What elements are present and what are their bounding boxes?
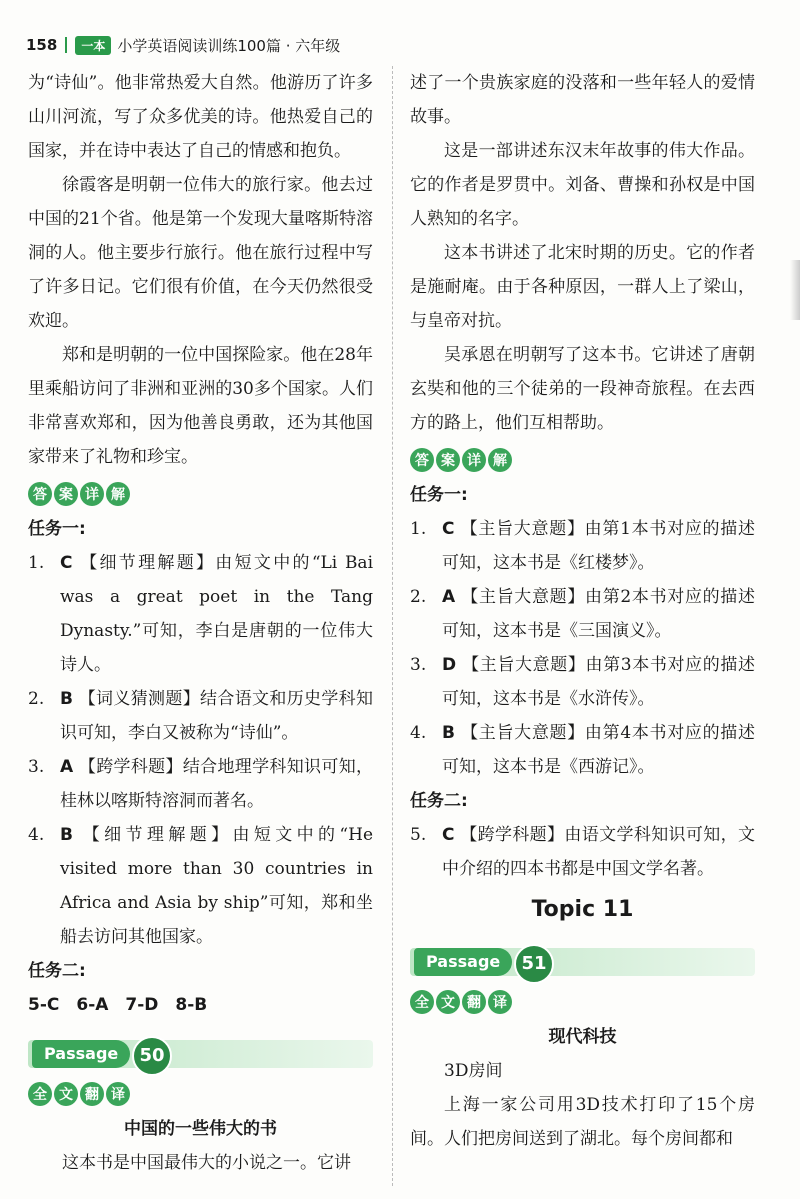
task-heading: 任务一:	[28, 519, 86, 539]
label-char: 答	[28, 482, 52, 506]
answer-text: 【细节理解题】由短文中的“He visited more than 30 countries in Africa and Asia by ship”可知，郑和坐船去访问其他国家。	[60, 825, 374, 947]
answer-number: 2.	[28, 689, 45, 709]
answer-detail-label	[410, 448, 755, 472]
task2-answers: 5-C 6-A 7-D 8-B	[28, 995, 208, 1015]
answer-text: 【词义猜测题】结合语文和历史学科知识可知，李白又被称为“诗仙”。	[60, 689, 374, 743]
page-edge-shadow	[790, 260, 800, 320]
label-char: 文	[436, 990, 460, 1014]
passage-label: Passage	[414, 948, 512, 976]
paragraph: 这本书讲述了北宋时期的历史。它的作者是施耐庵。由于各种原因，一群人上了梁山，与皇帝对抗。	[410, 243, 755, 331]
answer-text: 【主旨大意题】由第1本书对应的描述可知，这本书是《红楼梦》。	[442, 519, 755, 573]
answer-text: 【主旨大意题】由第2本书对应的描述可知，这本书是《三国演义》。	[442, 587, 755, 641]
label-char: 解	[106, 482, 130, 506]
translation-label	[410, 990, 755, 1014]
task-heading: 任务二:	[28, 961, 86, 981]
label-char: 译	[106, 1082, 130, 1106]
answer-key: C	[442, 825, 455, 845]
answer-item	[410, 648, 755, 716]
answer-key: B	[442, 723, 455, 743]
passage-label: Passage	[32, 1040, 130, 1068]
answer-item	[28, 546, 373, 682]
answer-number: 3.	[410, 655, 427, 675]
header-divider	[65, 37, 67, 53]
task-heading: 任务二:	[410, 791, 468, 811]
translation-title: 现代科技	[548, 1027, 617, 1047]
answer-item	[410, 716, 755, 784]
answer-number: 1.	[410, 519, 427, 539]
answer-key: C	[442, 519, 455, 539]
label-char: 答	[410, 448, 434, 472]
topic-heading: Topic 11	[531, 897, 634, 922]
answer-text: 【跨学科题】结合地理学科知识可知，桂林以喀斯特溶洞而著名。	[60, 757, 374, 811]
label-char: 翻	[80, 1082, 104, 1106]
brand-logo: 一本	[75, 36, 111, 55]
answer-key: C	[60, 553, 73, 573]
label-char: 案	[54, 482, 78, 506]
page-number: 158	[26, 36, 58, 54]
paragraph: 这本书是中国最伟大的小说之一。它讲	[62, 1153, 351, 1173]
passage-banner	[410, 944, 755, 980]
answer-number: 3.	[28, 757, 45, 777]
answer-text: 【主旨大意题】由第4本书对应的描述可知，这本书是《西游记》。	[442, 723, 755, 777]
answer-item	[28, 750, 373, 818]
passage-number: 51	[514, 944, 554, 984]
answer-item	[410, 512, 755, 580]
translation-label	[28, 1082, 373, 1106]
answer-item	[28, 818, 373, 954]
paragraph: 为“诗仙”。他非常热爱大自然。他游历了许多山川河流，写了众多优美的诗。他热爱自己的国家，并在诗中表达了自己的情感和抱负。	[28, 73, 373, 161]
translation-title: 中国的一些伟大的书	[124, 1119, 277, 1139]
answer-number: 4.	[410, 723, 427, 743]
answer-text: 【细节理解题】由短文中的“Li Bai was a great poet in the Tang Dynasty.”可知，李白是唐朝的一位伟大诗人。	[60, 553, 374, 675]
answer-key: B	[60, 825, 73, 845]
answer-number: 5.	[410, 825, 427, 845]
label-char: 详	[80, 482, 104, 506]
answer-key: A	[442, 587, 456, 607]
answer-item	[410, 818, 755, 886]
subheading: 3D房间	[444, 1061, 503, 1081]
paragraph: 这是一部讲述东汉末年故事的伟大作品。它的作者是罗贯中。刘备、曹操和孙权是中国人熟知的名字。	[410, 141, 755, 229]
answer-number: 1.	[28, 553, 45, 573]
answer-text: 【跨学科题】由语文学科知识可知，文中介绍的四本书都是中国文学名著。	[442, 825, 755, 879]
left-column	[28, 66, 373, 1180]
page-header	[26, 30, 340, 60]
label-char: 全	[410, 990, 434, 1014]
answer-item	[410, 580, 755, 648]
answer-key: A	[60, 757, 74, 777]
passage-banner	[28, 1036, 373, 1072]
paragraph: 述了一个贵族家庭的没落和一些年轻人的爱情故事。	[410, 73, 755, 127]
right-column	[410, 66, 755, 1156]
label-char: 全	[28, 1082, 52, 1106]
paragraph: 吴承恩在明朝写了这本书。它讲述了唐朝玄奘和他的三个徒弟的一段神奇旅程。在去西方的路上，他们互相帮助。	[410, 345, 755, 433]
passage-number: 50	[132, 1036, 172, 1076]
task-heading: 任务一:	[410, 485, 468, 505]
label-char: 翻	[462, 990, 486, 1014]
paragraph: 郑和是明朝的一位中国探险家。他在28年里乘船访问了非洲和亚洲的30多个国家。人们非常喜欢郑和，因为他善良勇敢，还为其他国家带来了礼物和珍宝。	[28, 345, 373, 467]
label-char: 详	[462, 448, 486, 472]
label-char: 解	[488, 448, 512, 472]
answer-number: 2.	[410, 587, 427, 607]
label-char: 案	[436, 448, 460, 472]
label-char: 译	[488, 990, 512, 1014]
answer-detail-label	[28, 482, 373, 506]
answer-key: B	[60, 689, 73, 709]
answer-item	[28, 682, 373, 750]
answer-text: 【主旨大意题】由第3本书对应的描述可知，这本书是《水浒传》。	[442, 655, 755, 709]
paragraph: 徐霞客是明朝一位伟大的旅行家。他去过中国的21个省。他是第一个发现大量喀斯特溶洞的人。他主要步行旅行。他在旅行过程中写了许多日记。它们很有价值，在今天仍然很受欢迎。	[28, 175, 373, 331]
answer-number: 4.	[28, 825, 45, 845]
label-char: 文	[54, 1082, 78, 1106]
paragraph: 上海一家公司用3D技术打印了15个房间。人们把房间送到了湖北。每个房间都和	[410, 1095, 755, 1149]
column-divider	[392, 66, 393, 1186]
answer-key: D	[442, 655, 457, 675]
book-title: 小学英语阅读训练100篇 · 六年级	[117, 36, 341, 55]
